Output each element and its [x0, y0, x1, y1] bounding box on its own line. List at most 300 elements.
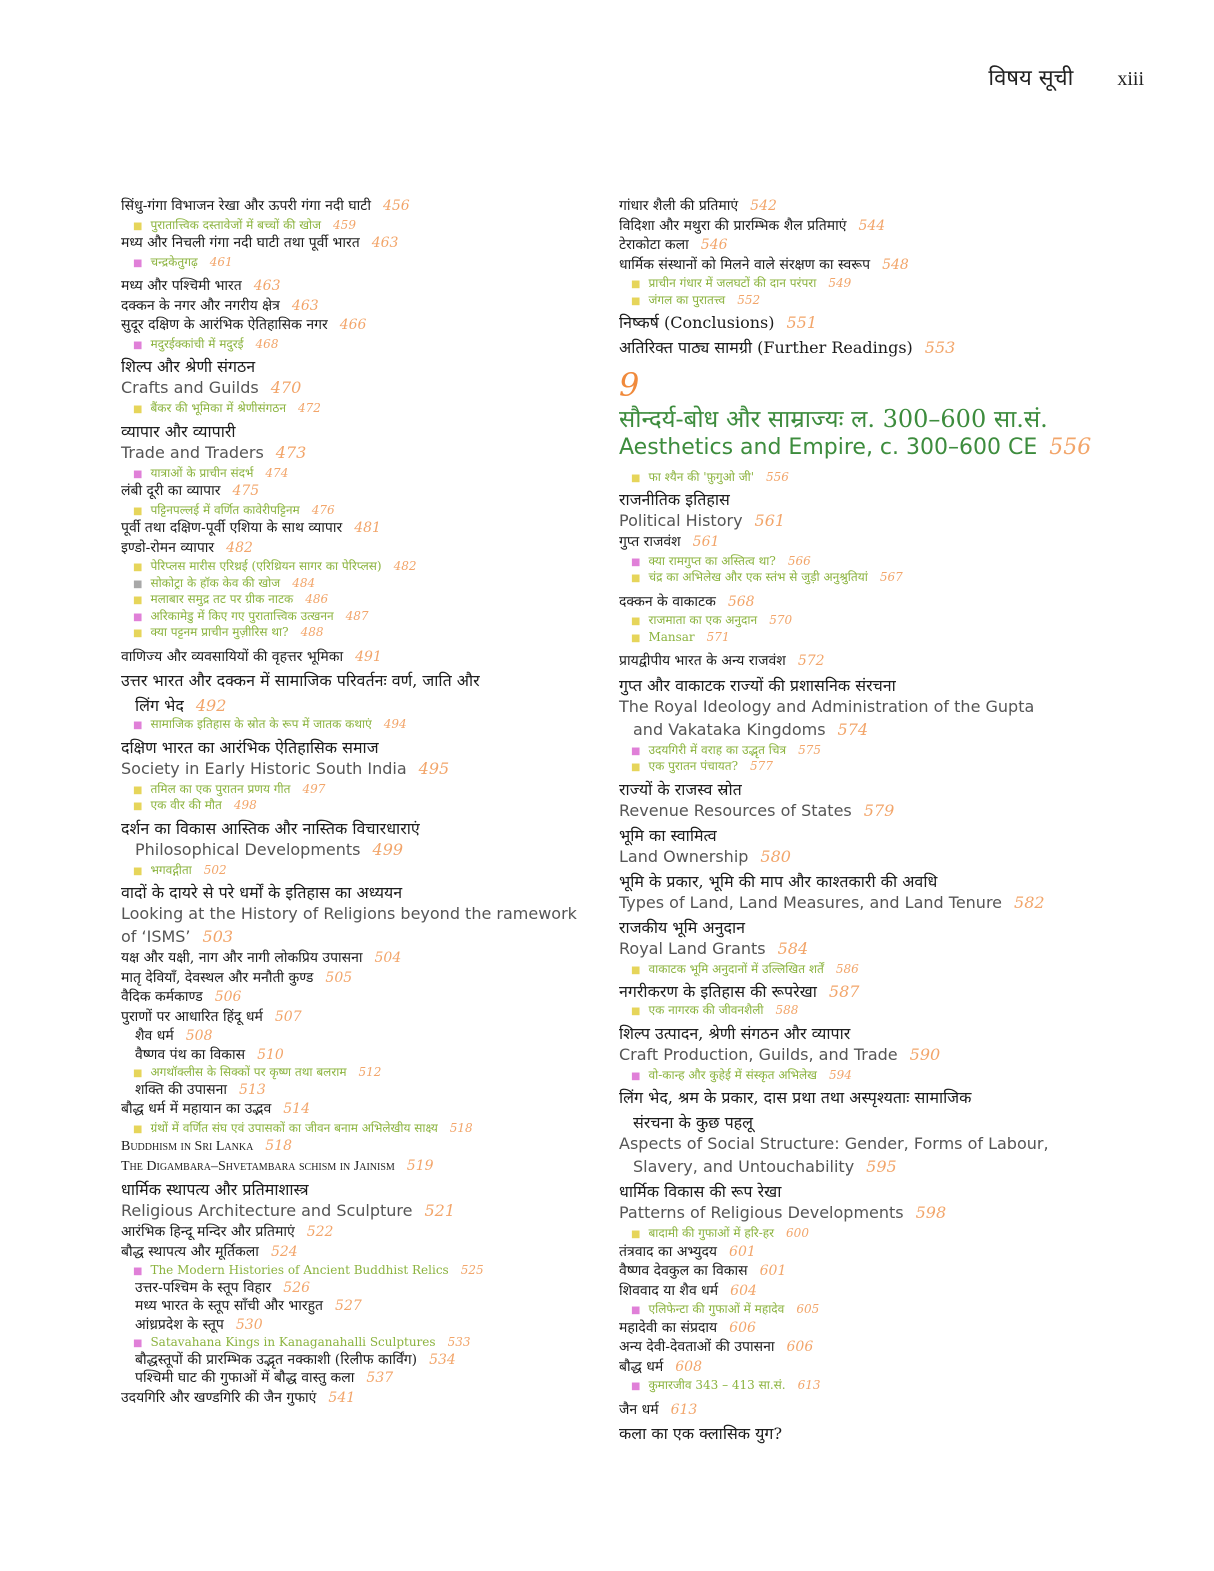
page-number-ref: 590 [909, 1044, 941, 1064]
entry-title: कुमारजीव 343 – 413 सा.सं. [648, 1378, 786, 1392]
section-entry[interactable] [619, 780, 1079, 821]
box-feature-entry[interactable] [631, 630, 1079, 646]
box-feature-entry[interactable] [631, 613, 1079, 629]
page-number-ref: 546 [700, 237, 728, 253]
entry-title: वाणिज्य और व्यवसायियों की वृहत्तर भूमिका [121, 648, 344, 665]
entry-title: शैव धर्म [135, 1028, 174, 1044]
box-feature-entry[interactable] [133, 863, 591, 879]
section-title-text: Patterns of Religious Developments [619, 1203, 904, 1222]
section-title-hindi [619, 826, 1079, 846]
box-feature-entry[interactable] [133, 466, 591, 482]
entry-title: आंध्रप्रदेश के स्तूप [135, 1316, 224, 1333]
section-title-text: धार्मिक विकास की रूप रेखा [619, 1182, 782, 1201]
section-title-hindi [619, 780, 1079, 800]
box-feature-entry[interactable] [631, 1068, 1079, 1084]
entry-title: भगवद्गीता [150, 862, 192, 877]
entry-title: शक्ति की उपासना [135, 1081, 228, 1098]
section-entry[interactable] [619, 490, 1079, 531]
toc-entry[interactable] [619, 257, 1079, 275]
toc-entry[interactable] [121, 970, 591, 988]
section-entry[interactable] [121, 819, 591, 860]
entry-title: उदयगिरि और खण्डगिरि की जैन गुफाएं [121, 1389, 317, 1406]
entry-title: आरंभिक हिन्दू मन्दिर और प्रतिमाएं [121, 1224, 295, 1240]
section-entry[interactable] [619, 918, 1079, 959]
page-number-ref: 498 [233, 798, 257, 812]
section-title-hindi [619, 1088, 1079, 1108]
box-feature-entry[interactable] [133, 798, 591, 814]
page-number-ref: 512 [358, 1065, 382, 1079]
box-feature-entry[interactable] [133, 782, 591, 798]
page-number-ref: 588 [775, 1003, 799, 1017]
box-feature-entry[interactable] [631, 470, 1079, 486]
page-number-ref: 497 [302, 781, 326, 796]
section-title-text: The Royal Ideology and Administration of the Gupta [619, 696, 1035, 716]
section-title-text: नगरीकरण के इतिहास की रूपरेखा [619, 982, 817, 1001]
toc-entry[interactable] [619, 1402, 1079, 1420]
entry-title: सिंधु-गंगा विभाजन रेखा और ऊपरी गंगा नदी घाटी [121, 198, 371, 214]
page-number-ref: 586 [835, 961, 859, 976]
section-title-text: वादों के दायरे से परे धर्मों के इतिहास का अध्ययन [121, 883, 403, 902]
square-bullet-icon: ■ [133, 1338, 143, 1349]
box-feature-entry[interactable] [631, 1302, 1079, 1318]
toc-entry[interactable] [619, 1339, 1079, 1357]
toc-entry[interactable] [135, 1028, 591, 1046]
section-entry[interactable] [121, 357, 591, 398]
box-feature-entry[interactable] [631, 554, 1079, 570]
entry-title: यात्राओं के प्राचीन संदर्भ [150, 465, 254, 480]
page-number-ref: 587 [828, 982, 860, 1001]
toc-entry[interactable] [135, 1370, 591, 1388]
section-title-english [619, 1203, 1079, 1223]
page-number-ref: 571 [706, 629, 730, 644]
entry-title: Mansar [648, 629, 695, 644]
section-title-text: and Vakataka Kingdoms [633, 719, 826, 739]
page-number-ref: 482 [226, 539, 253, 556]
toc-entry[interactable] [619, 1263, 1079, 1281]
section-title-text: गुप्त और वाकाटक राज्यों की प्रशासनिक संरचना [619, 675, 896, 695]
page-number-ref: 502 [203, 862, 227, 877]
page-number-ref: 484 [292, 575, 316, 590]
page-number-ref: 568 [727, 593, 755, 610]
section-entry[interactable] [121, 883, 591, 947]
entry-title: शिववाद या शैव धर्म [619, 1282, 719, 1299]
section-entry[interactable] [619, 872, 1079, 913]
section-title-english [619, 697, 1079, 717]
section-title-text: Revenue Resources of States [619, 800, 852, 820]
section-title-text: भूमि के प्रकार, भूमि की माप और काश्तकारी की अवधि [619, 871, 938, 891]
section-title-english [121, 759, 591, 779]
section-title-hindi [619, 872, 1079, 892]
entry-title: बौद्ध धर्म में महायान का उद्भव [121, 1101, 272, 1117]
section-title-text: Trade and Traders [121, 442, 264, 462]
entry-title: अन्य देवी-देवताओं की उपासना [619, 1339, 775, 1355]
toc-entry[interactable] [135, 1298, 591, 1316]
page-number-ref: 494 [383, 717, 407, 731]
toc-entry[interactable] [121, 1244, 591, 1262]
square-bullet-icon: ■ [631, 472, 641, 484]
section-title-hindi [121, 883, 591, 903]
toc-entry[interactable] [619, 198, 1079, 216]
section-title-hindi [619, 1024, 1079, 1044]
box-feature-entry[interactable] [133, 1065, 591, 1081]
box-feature-entry[interactable] [631, 743, 1079, 759]
toc-entry[interactable] [121, 1224, 591, 1242]
entry-title: बौद्धस्तूपों की प्रारम्भिक उद्भृत नक्काशी (रिलीफ कार्विंग) [135, 1351, 418, 1368]
entry-title: पेरिप्लस मारीस एरिथ्रई (एरिथ्रियन सागर का पेरिप्लस) [150, 559, 382, 573]
toc-entry[interactable] [619, 594, 1079, 612]
page-number-ref: 463 [371, 235, 399, 251]
page-number-ref: 507 [274, 1008, 302, 1025]
page-number-ref: 487 [345, 608, 369, 623]
section-title-hindi [619, 490, 1079, 510]
toc-entry[interactable] [619, 1320, 1079, 1338]
toc-entry[interactable] [121, 540, 591, 558]
box-feature-entry[interactable] [133, 559, 591, 575]
section-title-text: शिल्प उत्पादन, श्रेणी संगठन और व्यापार [619, 1023, 851, 1043]
entry-title: सुदूर दक्षिण के आरंभिक ऐतिहासिक नगर [121, 317, 328, 333]
square-bullet-icon: ■ [133, 801, 143, 812]
box-feature-entry[interactable] [133, 625, 591, 641]
section-title-text: Crafts and Guilds [121, 378, 259, 397]
box-feature-entry[interactable] [631, 276, 1079, 292]
page-number-ref: 522 [306, 1224, 334, 1240]
square-bullet-icon: ■ [133, 628, 143, 639]
toc-entry[interactable] [121, 198, 591, 216]
square-bullet-icon: ■ [631, 295, 641, 307]
box-feature-entry[interactable] [133, 576, 591, 592]
page-number-ref: 606 [786, 1339, 814, 1355]
box-feature-entry[interactable] [133, 337, 591, 353]
section-entry[interactable] [619, 1424, 1079, 1444]
section-title-text: राजकीय भूमि अनुदान [619, 917, 746, 937]
entry-title: Buddhism in Sri Lanka [121, 1139, 254, 1154]
box-feature-entry[interactable] [133, 218, 591, 234]
page-number-ref: 598 [915, 1203, 947, 1222]
page-number-ref: 548 [882, 256, 909, 273]
section-entry[interactable] [619, 1088, 1079, 1177]
page-number-ref: 544 [858, 217, 886, 234]
entry-title: मदुरईक्कांची में मदुरई [150, 336, 244, 351]
page-number-ref: 459 [333, 217, 356, 232]
section-title-text: Royal Land Grants [619, 938, 766, 958]
page-number-ref: 504 [374, 950, 402, 966]
page-number-ref: 608 [675, 1358, 702, 1375]
section-title-english-cont [619, 1157, 1079, 1177]
entry-title: बौद्ध धर्म [619, 1358, 664, 1375]
box-feature-entry[interactable] [631, 1378, 1079, 1394]
entry-title: जैन धर्म [619, 1401, 659, 1418]
section-entry[interactable] [619, 1024, 1079, 1065]
toc-entry[interactable] [121, 1390, 591, 1408]
entry-title: मलाबार समुद्र तट पर ग्रीक नाटक [150, 592, 294, 606]
box-feature-entry[interactable] [133, 1335, 591, 1351]
box-feature-entry[interactable] [133, 1263, 591, 1279]
page-number-ref: 561 [754, 511, 786, 530]
box-feature-entry[interactable] [133, 609, 591, 625]
page-number-ref: 541 [328, 1389, 356, 1406]
square-bullet-icon: ■ [133, 562, 143, 573]
entry-title: मध्य और पश्चिमी भारत [121, 278, 242, 294]
box-feature-entry[interactable] [133, 1121, 591, 1137]
section-title-hindi [619, 313, 1079, 333]
square-bullet-icon: ■ [631, 616, 641, 627]
entry-title: पुराणों पर आधारित हिंदू धर्म [121, 1008, 263, 1025]
entry-title: एक नागरक की जीवनशैली [648, 1003, 764, 1017]
entry-title: एक पुरातन पंचायत? [648, 759, 739, 773]
toc-entry[interactable] [135, 1317, 591, 1335]
page-number-ref: 473 [275, 442, 307, 462]
entry-title: दक्कन के नगर और नगरीय क्षेत्र [121, 297, 280, 314]
toc-entry[interactable] [121, 235, 591, 253]
box-feature-entry[interactable] [133, 255, 591, 271]
page-number-ref: 482 [393, 559, 417, 573]
toc-entry[interactable] [619, 653, 1079, 671]
toc-entry[interactable] [121, 1009, 591, 1027]
entry-title: पुरातात्त्विक दस्तावेजों में बच्चों की खोज [150, 217, 322, 232]
square-bullet-icon: ■ [133, 1266, 143, 1277]
toc-entry[interactable] [121, 1158, 591, 1176]
entry-title: वैष्णव देवकुल का विकास [619, 1263, 748, 1279]
toc-entry[interactable] [121, 989, 591, 1007]
section-title-text: दर्शन का विकास आस्तिक और नास्तिक विचारधाराएं [121, 818, 420, 838]
square-bullet-icon: ■ [133, 220, 143, 232]
page-number-ref: 456 [382, 198, 410, 214]
page-number-ref: 510 [257, 1046, 284, 1063]
page-number-ref: 594 [829, 1067, 852, 1082]
box-feature-entry[interactable] [631, 293, 1079, 309]
section-entry[interactable] [619, 826, 1079, 867]
entry-title: फा श्यैन की 'फ़ुगुओ जी' [648, 469, 755, 484]
section-title-hindi [121, 422, 591, 442]
entry-title: इण्डो-रोमन व्यापार [121, 539, 215, 556]
entry-title: सामाजिक इतिहास के स्रोत के रूप में जातक कथाएं [150, 717, 372, 731]
square-bullet-icon: ■ [631, 745, 641, 757]
box-feature-entry[interactable] [631, 570, 1079, 586]
toc-entry[interactable] [121, 298, 591, 316]
page-number-ref: 526 [283, 1279, 311, 1296]
section-title-english-cont [121, 927, 591, 947]
entry-title: गांधार शैली की प्रतिमाएं [619, 198, 739, 214]
entry-title: राजमाता का एक अनुदान [648, 613, 758, 627]
entry-title: एलिफेन्टा की गुफाओं में महादेव [648, 1302, 785, 1316]
entry-title: यक्ष और यक्षी, नाग और नागी लोकप्रिय उपासना [121, 950, 363, 966]
chapter-number: 9 [619, 366, 640, 404]
section-title-hindi [121, 1180, 591, 1200]
square-bullet-icon: ■ [133, 865, 143, 877]
toc-entry[interactable] [121, 1138, 591, 1156]
entry-title: पूर्वी तथा दक्षिण-पूर्वी एशिया के साथ व्यापार [121, 520, 343, 536]
entry-title: वैदिक कर्मकाण्ड [121, 989, 203, 1005]
toc-entry[interactable] [135, 1047, 591, 1065]
chapter-heading[interactable] [619, 366, 1092, 462]
square-bullet-icon: ■ [631, 1305, 641, 1316]
section-title-english [619, 801, 1079, 821]
page-number-ref: 574 [837, 719, 869, 739]
toc-entry[interactable] [619, 1283, 1079, 1301]
square-bullet-icon: ■ [631, 556, 641, 568]
entry-title: एक वीर की मौत [150, 798, 222, 812]
section-entry[interactable] [121, 671, 591, 716]
page-number-ref: 575 [798, 742, 822, 757]
page-number-ref: 534 [429, 1351, 456, 1368]
section-entry[interactable] [121, 738, 591, 779]
box-feature-entry[interactable] [631, 1003, 1079, 1019]
section-title-text: Society in Early Historic South India [121, 758, 407, 778]
box-feature-entry[interactable] [631, 759, 1079, 775]
page-number-ref: 570 [769, 613, 793, 627]
entry-title: Satavahana Kings in Kanaganahalli Sculptures [150, 1335, 436, 1349]
square-bullet-icon: ■ [631, 1006, 641, 1017]
section-title-text: अतिरिक्त पाठ्य सामग्री (Further Readings) [619, 338, 913, 357]
chapter-title-english [619, 434, 1092, 462]
section-title-english [121, 904, 591, 924]
toc-entry[interactable] [619, 218, 1079, 236]
page-number-ref: 613 [670, 1401, 698, 1418]
box-feature-entry[interactable] [133, 401, 591, 417]
entry-title: प्रायद्वीपीय भारत के अन्य राजवंश [619, 653, 786, 669]
entry-title: ग्रंथों में वर्णित संघ एवं उपासकों का जीवन बनाम अभिलेखीय साक्ष्य [150, 1120, 438, 1135]
page-number-ref: 463 [291, 297, 319, 314]
page-number-ref: 486 [305, 592, 329, 606]
section-title-text: लिंग भेद [135, 696, 184, 715]
toc-entry[interactable] [121, 649, 591, 667]
entry-title: उदयगिरी में वराह का उद्भृत चित्र [648, 742, 787, 757]
toc-entry[interactable] [121, 1101, 591, 1119]
section-title-hindi [619, 1182, 1079, 1202]
box-feature-entry[interactable] [631, 1226, 1079, 1242]
page-number-ref: 466 [339, 317, 367, 333]
square-bullet-icon: ■ [631, 1070, 641, 1082]
box-feature-entry[interactable] [133, 717, 591, 733]
page-number-ref: 491 [355, 648, 382, 665]
section-title-text: भूमि का स्वामित्व [619, 825, 717, 845]
running-header [988, 62, 1144, 92]
page-number-ref: 481 [354, 520, 381, 536]
section-title-text: उत्तर भारत और दक्कन में सामाजिक परिवर्तनः वर्ण, जाति और [121, 671, 480, 690]
page-number-ref: 604 [730, 1282, 757, 1299]
section-title-text: शिल्प और श्रेणी संगठन [121, 357, 256, 376]
page-number-ref: 472 [298, 401, 321, 415]
page-number-ref: 567 [879, 570, 903, 584]
page-number-ref: 488 [300, 625, 324, 639]
page-number-ref: 577 [750, 759, 773, 773]
entry-title: जंगल का पुरातत्त्व [648, 292, 726, 307]
toc-entry[interactable] [619, 1359, 1079, 1377]
square-bullet-icon: ■ [631, 279, 641, 290]
page-number-ref: 463 [253, 278, 281, 294]
toc-entry[interactable] [121, 520, 591, 538]
section-title-hindi-cont [619, 1113, 1079, 1133]
page-number-ref: 505 [325, 969, 353, 986]
box-feature-entry[interactable] [631, 962, 1079, 978]
section-title-hindi [121, 738, 591, 758]
toc-left-column [121, 196, 591, 1409]
entry-title: दक्कन के वाकाटक [619, 593, 716, 610]
page-number-ref: 542 [750, 198, 777, 214]
page-number-ref: 551 [786, 313, 818, 332]
page-number-ref: 503 [202, 927, 234, 946]
page-number-ref: 470 [270, 378, 302, 397]
chapter-title-text: Aesthetics and Empire, c. 300–600 CE [619, 435, 1038, 460]
square-bullet-icon: ■ [133, 578, 143, 590]
square-bullet-icon: ■ [133, 257, 143, 269]
section-title-text: निष्कर्ष (Conclusions) [619, 313, 775, 332]
page-number-ref: 556 [766, 469, 789, 484]
section-title-english [121, 378, 591, 398]
page-number-ref: 556 [1049, 435, 1092, 460]
section-title-hindi [619, 676, 1079, 696]
entry-title: क्या पट्टनम प्राचीन मुज़ीरिस था? [150, 625, 289, 639]
page-number-ref: 527 [335, 1298, 362, 1314]
section-title-text: Looking at the History of Religions beyond the ramework [121, 904, 577, 923]
box-feature-entry[interactable] [133, 503, 591, 519]
page-number-ref: 474 [265, 465, 289, 480]
entry-title: वाकाटक भूमि अनुदानों में उल्लिखित शर्तें [648, 961, 824, 976]
page-number-ref: 566 [787, 553, 811, 568]
section-entry[interactable] [619, 676, 1079, 740]
entry-title: अरिकामेडु में किए गए पुरातात्त्विक उत्खनन [150, 608, 334, 623]
section-title-text: राज्यों के राजस्व स्रोत [619, 779, 742, 799]
toc-entry[interactable] [121, 483, 591, 501]
toc-entry[interactable] [135, 1280, 591, 1298]
section-entry[interactable] [619, 338, 1079, 358]
section-entry[interactable] [121, 422, 591, 463]
toc-entry[interactable] [619, 1244, 1079, 1262]
section-title-text: लिंग भेद, श्रम के प्रकार, दास प्रथा तथा अस्पृश्यताः सामाजिक [619, 1088, 972, 1107]
section-entry[interactable] [619, 982, 1079, 1002]
toc-right-column [619, 196, 1092, 1445]
entry-title: बौद्ध स्थापत्य और मूर्तिकला [121, 1243, 259, 1260]
page-number-ref: 582 [1014, 892, 1045, 912]
page-number-ref: 580 [760, 846, 791, 866]
chapter-title-hindi: सौन्दर्य-बोध और साम्राज्यः ल. 300–600 सा.सं. [619, 405, 1048, 433]
box-feature-entry[interactable] [133, 592, 591, 608]
page-number-ref: 549 [828, 276, 852, 290]
entry-title: प्राचीन गंधार में जलघटों की दान परंपरा [648, 276, 817, 290]
toc-entry[interactable] [135, 1352, 591, 1370]
toc-entry[interactable] [121, 317, 591, 335]
section-title-hindi [121, 357, 591, 377]
section-title-english [121, 1201, 591, 1221]
section-title-english-cont [619, 720, 1079, 740]
section-title-text: of ‘ISMS’ [121, 927, 191, 946]
square-bullet-icon: ■ [631, 573, 641, 584]
page-number-ref: 605 [796, 1302, 820, 1316]
page-number-ref: 524 [270, 1243, 298, 1260]
page-number-ref: 579 [863, 800, 895, 820]
section-title-hindi-cont [121, 696, 591, 716]
section-title-text: Philosophical Developments [135, 839, 361, 859]
page-number-ref: 461 [209, 254, 233, 269]
section-entry[interactable] [619, 1182, 1079, 1223]
section-entry[interactable] [619, 313, 1079, 333]
section-title-english [619, 893, 1079, 913]
square-bullet-icon: ■ [133, 505, 143, 517]
entry-title: चन्द्रकेतुगढ़ [150, 254, 198, 269]
page-number-ref: 495 [418, 758, 450, 778]
section-entry[interactable] [121, 1180, 591, 1221]
toc-entry[interactable] [619, 534, 1079, 552]
toc-entry[interactable] [619, 237, 1079, 255]
page-number-ref: 518 [265, 1138, 293, 1154]
toc-entry[interactable] [121, 278, 591, 296]
toc-entry[interactable] [135, 1082, 591, 1100]
page-number-ref: 525 [460, 1263, 484, 1277]
section-title-english [619, 847, 1079, 867]
page-number-ref: 613 [797, 1378, 821, 1392]
entry-title: पट्टिनपल्लई में वर्णित कावेरीपट्टिनम [150, 502, 300, 517]
toc-entry[interactable] [121, 950, 591, 968]
